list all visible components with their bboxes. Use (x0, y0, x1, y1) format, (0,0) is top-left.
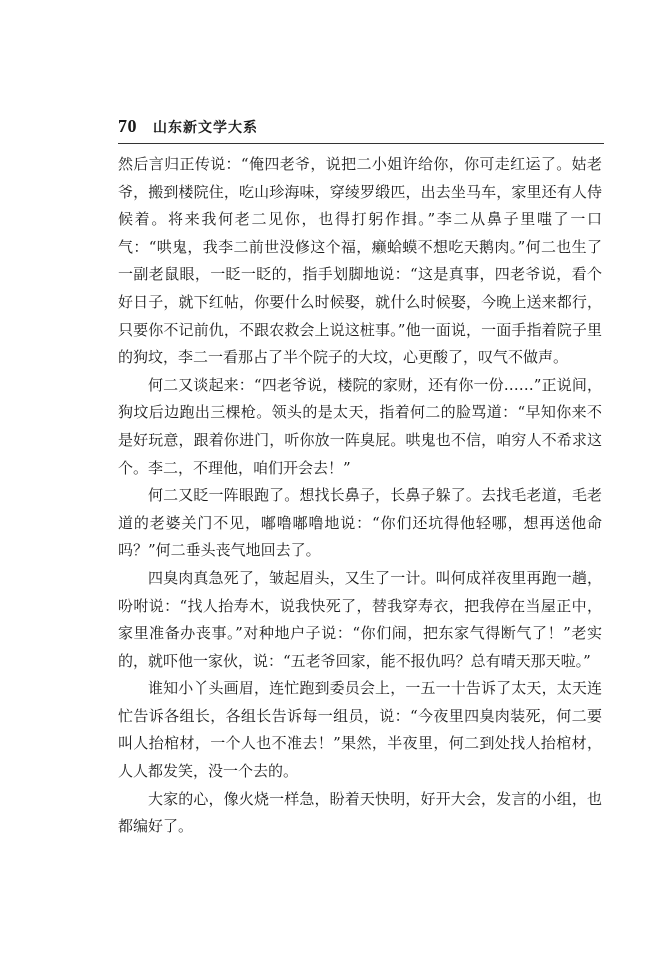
header-rule (118, 143, 604, 144)
paragraph-3: 何二又眨一阵眼跑了。想找长鼻子，长鼻子躲了。去找毛老道，毛老道的老婆关门不见，嘟噜嘟噜地说：“你们还坑得他轻哪，想再送他命吗？”何二垂头丧气地回去了。 (118, 486, 602, 560)
paragraph-6: 大家的心，像火烧一样急，盼着天快明，好开大会，发言的小组，也都编好了。 (118, 789, 602, 836)
running-header (118, 116, 258, 140)
paragraph-1: 然后言归正传说：“俺四老爷，说把二小姐许给你，你可走红运了。姑老爷，搬到楼院住，吃山珍海味，穿绫罗缎匹，出去坐马车，家里还有人侍候着。将来我何老二见你，也得打躬作揖。”李二从鼻子里嗤了一口气：“哄鬼，我李二前世没修这个福，癞蛤蟆不想吃天鹅肉。”何二也生了一副老鼠眼，一眨一眨的，指手划脚地说：“这是真事，四老爷说，看个好日子，就下红帖，你要什么时候娶，就什么时候娶，今晚上送来都行，只要你不记前仇，不跟农救会上说这桩事。”他一面说，一面手指着院子里的狗坟，李二一看那占了半个院子的大坟，心更酸了，叹气不做声。 (118, 155, 602, 367)
book-title: 山东新文学大系 (153, 120, 258, 136)
paragraph-2: 何二又谈起来：“四老爷说，楼院的家财，还有你一份……”正说间，狗坟后边跑出三棵枪。领头的是太天，指着何二的脸骂道：“早知你来不是好玩意，跟着你进门，听你放一阵臭屁。哄鬼也不信，咱穷人不希求这个。李二，不理他，咱们开会去！” (118, 375, 602, 477)
page-number: 70 (118, 116, 137, 136)
paragraph-5: 谁知小丫头画眉，连忙跑到委员会上，一五一十告诉了太天，太天连忙告诉各组长，各组长告诉每一组员，说：“今夜里四臭肉装死，何二要叫人抬棺材，一个人也不准去！”果然，半夜里，何二到处找人抬棺材，人人都发笑，没一个去的。 (118, 679, 602, 781)
paragraph-4: 四臭肉真急死了，皱起眉头，又生了一计。叫何成祥夜里再跑一趟，吩咐说：“找人抬寿木，说我快死了，替我穿寿衣，把我停在当屋正中，家里准备办丧事。”对种地户子说：“你们闹，把东家气得断气了！”老实的，就吓他一家伙，说：“五老爷回家，能不报仇吗？总有晴天那天啦。” (118, 568, 602, 670)
body-text (118, 151, 602, 841)
